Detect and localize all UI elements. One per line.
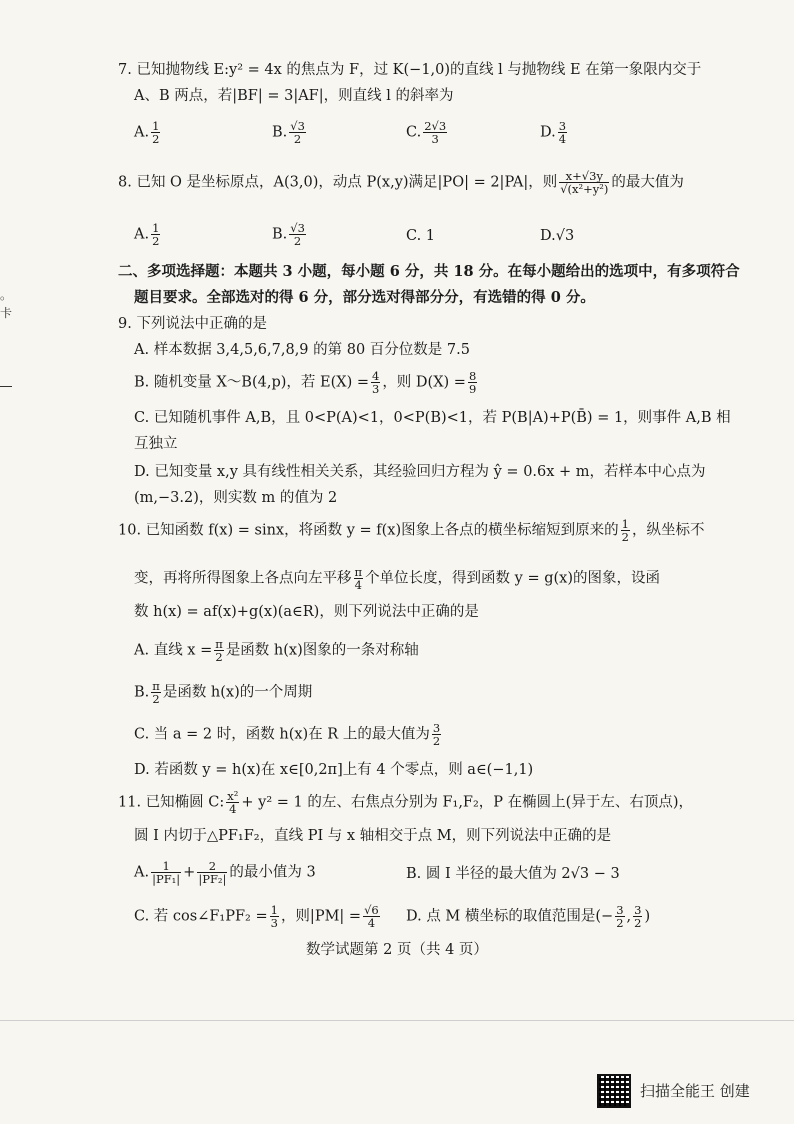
q9-option-d-line2: (m,−3.2)，则实数 m 的值为 2 xyxy=(134,490,338,506)
q8-option-c: C. 1 xyxy=(406,228,436,244)
edge-mark-card: 卡 xyxy=(0,306,13,320)
q11-option-c: C. 若 cos∠F₁PF₂ = $\frac{1}{3}$ ，则|PM| = $\frac{√6}{4}$ xyxy=(134,903,379,930)
q8-option-b: B. $\frac{√3}{2}$ xyxy=(272,221,305,248)
q9-option-a: A. 样本数据 3,4,5,6,7,8,9 的第 80 百分位数是 7.5 xyxy=(134,342,470,358)
q8-fraction: $\frac{x+√3y}{\text{√(x²+y²)}}$ xyxy=(560,169,609,196)
q9-option-c-line1: C. 已知随机事件 A,B，且 0<P(A)<1，0<P(B)<1，若 P(B|A)+P(B̄) = 1，则事件 A,B 相 xyxy=(134,410,731,426)
scan-shadow-line xyxy=(0,1020,794,1021)
q9-stem: 9. 下列说法中正确的是 xyxy=(118,316,267,332)
scanner-watermark: 扫描全能王 创建 xyxy=(640,1082,750,1100)
q10-option-d: D. 若函数 y = h(x)在 x∈[0,2π]上有 4 个零点，则 a∈(−1,1) xyxy=(134,762,534,778)
q7-line1: 7. 已知抛物线 E:y² = 4x 的焦点为 F，过 K(−1,0)的直线 l 与抛物线 E 在第一象限内交于 xyxy=(118,62,702,78)
q11-line2: 圆 I 内切于△PF₁F₂，直线 PI 与 x 轴相交于点 M，则下列说法中正确的是 xyxy=(134,828,612,844)
q9-option-b: B. 随机变量 X～B(4,p)，若 E(X) = $\frac{4}{3}$ ，则 D(X) = $\frac{8}{9}$ xyxy=(134,369,477,396)
q7-option-d: D. $\frac{3}{4}$ xyxy=(540,119,567,146)
q8-option-d: D.√3 xyxy=(540,228,575,244)
q7-option-b: B. $\frac{√3}{2}$ xyxy=(272,119,305,146)
page-footer: 数学试题第 2 页（共 4 页） xyxy=(306,942,488,958)
q7-line2: A、B 两点，若|BF| = 3|AF|，则直线 l 的斜率为 xyxy=(134,88,454,104)
q7-option-a: A. $\frac{1}{2}$ xyxy=(134,119,160,146)
q9-option-d-line1: D. 已知变量 x,y 具有线性相关关系，其经验回归方程为 ŷ = 0.6x + m，若样本中心点为 xyxy=(134,464,706,480)
q11-line1: 11. 已知椭圆 C: $\frac{\text{x²}}{4}$ + y² = 1 的左、右焦点分别为 F₁,F₂，P 在椭圆上(异于左、右顶点)， xyxy=(118,789,693,816)
q10-line3: 数 h(x) = af(x)+g(x)(a∈R)，则下列说法中正确的是 xyxy=(134,604,479,620)
q11-option-d: D. 点 M 横坐标的取值范围是(− $\frac{3}{2}$ , $\frac{3}{2}$ ) xyxy=(406,903,651,930)
q8-option-a: A. $\frac{1}{2}$ xyxy=(134,221,160,248)
section2-heading-line2: 题目要求。全部选对的得 6 分，部分选对得部分分，有选错的得 0 分。 xyxy=(134,289,595,306)
q11-option-b: B. 圆 I 半径的最大值为 2√3 − 3 xyxy=(406,866,620,882)
q10-option-b: B. $\frac{\pi}{2}$ 是函数 h(x)的一个周期 xyxy=(134,679,313,706)
edge-divider xyxy=(0,386,12,387)
q10-line1: 10. 已知函数 f(x) = sinx，将函数 y = f(x)图象上各点的横坐标缩短到原来的 $\frac{1}{2}$ ，纵坐标不 xyxy=(118,517,705,544)
edge-mark-dot: 。 xyxy=(0,288,13,302)
qr-code-icon xyxy=(597,1074,631,1108)
q10-option-c: C. 当 a = 2 时，函数 h(x)在 R 上的最大值为 $\frac{3}{2}$ xyxy=(134,721,441,748)
q9-option-c-line2: 互独立 xyxy=(134,436,178,452)
q11-option-a: A. $\frac{1}{\text{|PF₁|}}$ + $\frac{2}{\text{|PF₂|}}$ 的最小值为 3 xyxy=(134,859,316,886)
section2-heading-line1: 二、多项选择题：本题共 3 小题，每小题 6 分，共 18 分。在每小题给出的选项中，有多项符合 xyxy=(118,263,740,280)
q8-line1: 8. 已知 O 是坐标原点，A(3,0)，动点 P(x,y)满足|PO| = 2|PA|，则 $\frac{x+√3y}{\text{√(x²+y²)}}$ 的最大值为 xyxy=(118,169,684,196)
q10-line2: 变，再将所得图象上各点向左平移 $\frac{\pi}{4}$ 个单位长度，得到函数 y = g(x)的图象，设函 xyxy=(134,565,661,592)
q10-option-a: A. 直线 x = $\frac{\pi}{2}$ 是函数 h(x)图象的一条对称轴 xyxy=(134,637,419,664)
q7-option-c: C. $\frac{2√3}{3}$ xyxy=(406,119,447,146)
